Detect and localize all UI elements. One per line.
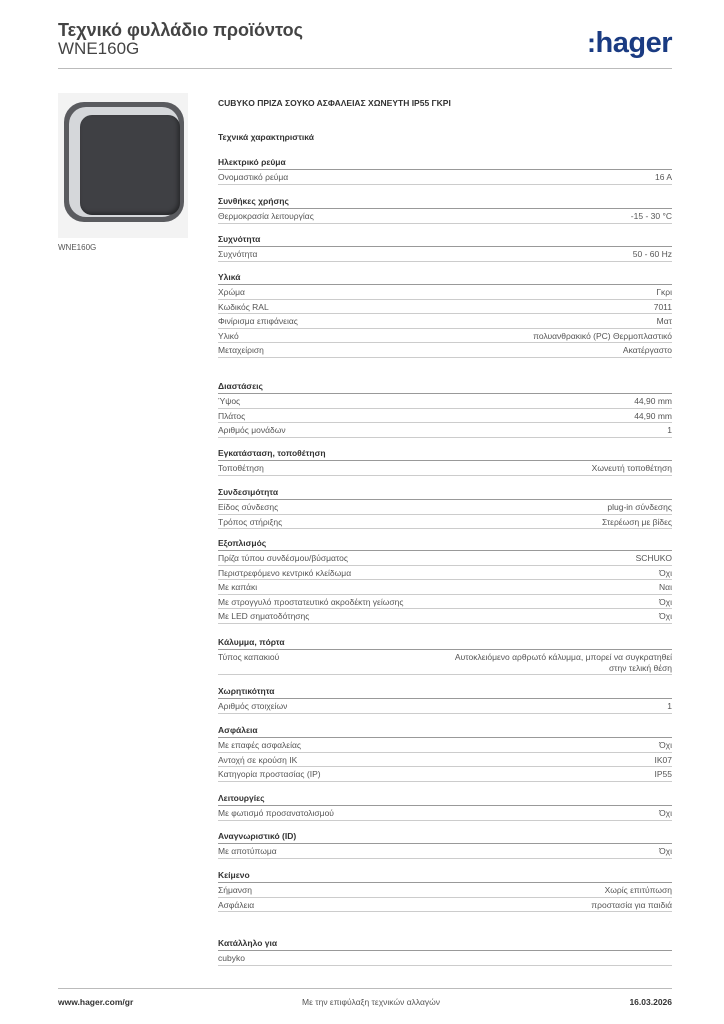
spec-row (218, 595, 672, 610)
footer-date: 16.03.2026 (629, 997, 672, 1007)
spec-section (218, 636, 672, 675)
section-heading: Κατάλληλο για (218, 937, 672, 951)
spec-value: Ακατέργαστο (622, 345, 672, 355)
spec-row (218, 209, 672, 224)
spec-section (218, 724, 672, 782)
spec-value: 50 - 60 Hz (632, 249, 672, 259)
spec-row (218, 883, 672, 898)
spec-value: Όχι (659, 567, 672, 578)
spec-row (218, 699, 672, 714)
spec-value: plug-in σύνδεσης (607, 502, 672, 512)
document-title: Τεχνικό φυλλάδιο προϊόντος (58, 20, 303, 40)
spec-value: 16 A (654, 172, 672, 182)
hager-logo: :hager (587, 27, 672, 59)
section-heading: Υλικά (218, 271, 672, 285)
spec-value: Αυτοκλειόμενο αρθρωτό κάλυμμα, μπορεί να συγκρατηθεί στην τελική θέση (454, 652, 672, 673)
spec-label: Αριθμός μονάδων (218, 425, 286, 435)
spec-section (218, 537, 672, 624)
spec-row (218, 247, 672, 262)
spec-row (218, 329, 672, 344)
spec-value: 7011 (653, 301, 672, 312)
spec-section (218, 830, 672, 859)
spec-label: Με LED σηματοδότησης (218, 611, 310, 621)
tech-specs-title: Τεχνικά χαρακτηριστικά (218, 132, 314, 142)
spec-row (218, 300, 672, 315)
spec-row (218, 767, 672, 782)
spec-value: 44,90 mm (634, 396, 672, 406)
spec-value: Όχι (659, 611, 672, 621)
spec-section (218, 792, 672, 821)
section-heading: Συχνότητα (218, 233, 672, 247)
footer-divider (58, 988, 672, 989)
spec-value: IP55 (654, 769, 672, 779)
spec-row (218, 609, 672, 624)
spec-row (218, 500, 672, 515)
spec-label: Περιστρεφόμενο κεντρικό κλείδωμα (218, 567, 352, 578)
spec-value: SCHUKO (635, 553, 672, 563)
spec-label: Φινίρισμα επιφάνειας (218, 316, 298, 326)
spec-row (218, 844, 672, 859)
section-heading: Χωρητικότητα (218, 685, 672, 699)
spec-label: Μεταχείριση (218, 345, 264, 355)
image-caption: WNE160G (58, 243, 97, 252)
spec-value: Χωνευτή τοποθέτηση (591, 463, 672, 473)
spec-value: προστασία για παιδιά (591, 899, 672, 910)
spec-row (218, 551, 672, 566)
spec-value: Όχι (659, 740, 672, 750)
section-heading: Ασφάλεια (218, 724, 672, 738)
section-heading: Συνδεσιμότητα (218, 486, 672, 500)
spec-section (218, 195, 672, 224)
spec-label: Υλικό (218, 330, 239, 341)
spec-label: Ονομαστικό ρεύμα (218, 172, 289, 182)
footer-note: Με την επιφύλαξη τεχνικών αλλαγών (302, 997, 441, 1007)
spec-row (218, 951, 672, 966)
spec-section (218, 233, 672, 262)
spec-label: Με επαφές ασφαλείας (218, 740, 301, 750)
spec-section (218, 271, 672, 358)
spec-section (218, 869, 672, 912)
spec-label: Με στρογγυλό προστατευτικό ακροδέκτη γείωσης (218, 596, 404, 607)
spec-value: Χωρίς επιτύπωση (604, 885, 672, 895)
spec-row (218, 738, 672, 753)
spec-label: Τρόπος στήριξης (218, 516, 283, 527)
spec-row (218, 580, 672, 595)
spec-value: 1 (667, 701, 672, 711)
section-heading: Εγκατάσταση, τοποθέτηση (218, 447, 672, 461)
spec-label: Χρώμα (218, 287, 245, 297)
spec-row (218, 170, 672, 185)
spec-label: Πρίζα τύπου συνδέσμου/βύσματος (218, 553, 349, 563)
footer-website[interactable]: www.hager.com/gr (58, 997, 134, 1007)
spec-label: Είδος σύνδεσης (218, 502, 279, 512)
spec-label: Με αποτύπωμα (218, 846, 277, 856)
spec-section (218, 447, 672, 476)
spec-value: πολυανθρακικό (PC) Θερμοπλαστικό (533, 330, 672, 341)
spec-row (218, 285, 672, 300)
spec-label: Με φωτισμό προσανατολισμού (218, 808, 334, 818)
spec-row (218, 409, 672, 424)
spec-label: Με καπάκι (218, 582, 258, 592)
spec-row (218, 314, 672, 329)
section-heading: Ηλεκτρικό ρεύμα (218, 156, 672, 170)
spec-value: Ναι (659, 582, 672, 592)
spec-value: -15 - 30 °C (630, 211, 672, 221)
product-image (58, 93, 188, 238)
spec-label: cubyko (218, 953, 245, 963)
spec-value: Γκρι (656, 287, 672, 297)
header-divider (58, 68, 672, 69)
spec-value: 1 (667, 425, 672, 435)
spec-value: Όχι (659, 846, 672, 856)
section-heading: Συνθήκες χρήσης (218, 195, 672, 209)
product-code: WNE160G (58, 39, 140, 58)
spec-row (218, 753, 672, 768)
spec-row (218, 806, 672, 821)
spec-row (218, 566, 672, 581)
spec-label: Ύψος (218, 396, 241, 406)
spec-label: Αντοχή σε κρούση IK (218, 754, 298, 765)
spec-label: Πλάτος (218, 410, 246, 421)
section-heading: Κείμενο (218, 869, 672, 883)
section-heading: Εξοπλισμός (218, 537, 672, 551)
spec-label: Σήμανση (218, 885, 253, 895)
spec-value: Όχι (659, 808, 672, 818)
spec-section (218, 937, 672, 966)
spec-section (218, 380, 672, 438)
section-heading: Κάλυμμα, πόρτα (218, 636, 672, 650)
spec-label: Ασφάλεια (218, 899, 255, 910)
spec-label: Συχνότητα (218, 249, 258, 259)
spec-value: Όχι (659, 596, 672, 607)
spec-row (218, 394, 672, 409)
spec-label: Τύπος καπακιού (218, 652, 280, 662)
spec-label: Κατηγορία προστασίας (IP) (218, 769, 321, 779)
spec-value: Ματ (656, 316, 672, 326)
spec-label: Τοποθέτηση (218, 463, 264, 473)
spec-section (218, 486, 672, 529)
spec-label: Θερμοκρασία λειτουργίας (218, 211, 314, 221)
spec-value: Στερέωση με βίδες (601, 516, 672, 527)
section-heading: Λειτουργίες (218, 792, 672, 806)
spec-value: IK07 (654, 754, 672, 765)
spec-label: Κωδικός RAL (218, 301, 269, 312)
spec-row (218, 898, 672, 913)
spec-value: 44,90 mm (634, 410, 672, 421)
spec-section (218, 685, 672, 714)
section-heading: Διαστάσεις (218, 380, 672, 394)
spec-section (218, 156, 672, 185)
product-title: CUBYKO ΠΡΙΖΑ ΣΟΥΚΟ ΑΣΦΑΛΕΙΑΣ ΧΩΝΕΥΤΗ IP55 ΓΚΡΙ (218, 98, 451, 108)
spec-row (218, 461, 672, 476)
section-heading: Αναγνωριστικό (ID) (218, 830, 672, 844)
spec-row (218, 343, 672, 358)
spec-label: Αριθμός στοιχείων (218, 701, 288, 711)
spec-row (218, 515, 672, 530)
spec-row (218, 423, 672, 438)
spec-row (218, 650, 672, 675)
